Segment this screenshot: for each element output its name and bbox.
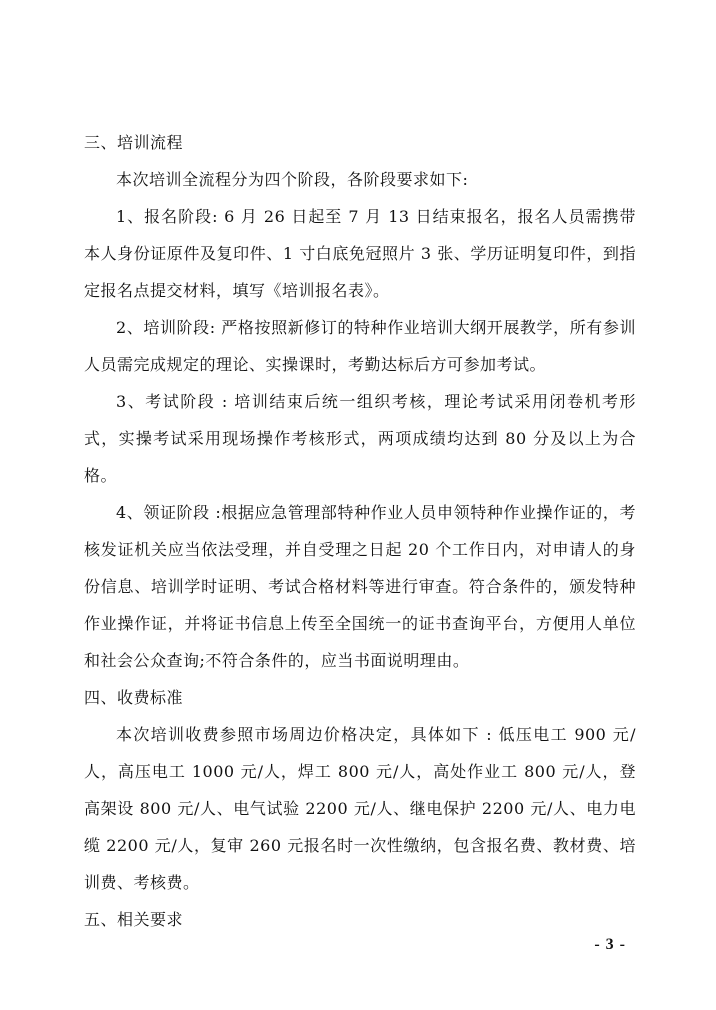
page-number: - 3 - [594, 936, 626, 953]
document-body [84, 124, 636, 938]
paragraph-intro: 本次培训全流程分为四个阶段，各阶段要求如下: [116, 170, 469, 189]
paragraph-certificate-stage: 4、领证阶段 :根据应急管理部特种作业人员申领特种作业操作证的，考核发证机关应当依法受理，并自受理之日起 20 个工作日内，对申请人的身份信息、培训学时证明、考试合格材料等进行审查。符合条件的，颁发特种作业操作证，并将证书信息上传至全国统一的证书查询平台，方便用人单位和社会公众查询;不符合条件的，应当书面说明理由。 [84, 503, 636, 670]
paragraph-registration-stage: 1、报名阶段: 6 月 26 日起至 7 月 13 日结束报名，报名人员需携带本人身份证原件及复印件、1 寸白底免冠照片 3 张、学历证明复印件，到指定报名点提交材料，填写《培训报名表》。 [84, 207, 636, 300]
section-heading-training-process: 三、培训流程 [84, 133, 184, 152]
paragraph-fee-details: 本次培训收费参照市场周边价格决定，具体如下 : 低压电工 900 元/人，高压电工 1000 元/人，焊工 800 元/人，高处作业工 800 元/人，登高架设 800 元/人、电气试验 2200 元/人、继电保护 2200 元/人、电力电缆 2200 元/人，复审 260 元报名时一次性缴纳，包含报名费、教材费、培训费、考核费。 [84, 725, 636, 892]
paragraph-exam-stage: 3、考试阶段 : 培训结束后统一组织考核，理论考试采用闭卷机考形式，实操考试采用现场操作考核形式，两项成绩均达到 80 分及以上为合格。 [84, 392, 636, 485]
section-heading-requirements: 五、相关要求 [84, 910, 184, 929]
paragraph-training-stage: 2、培训阶段: 严格按照新修订的特种作业培训大纲开展教学，所有参训人员需完成规定的理论、实操课时，考勤达标后方可参加考试。 [84, 318, 636, 374]
section-heading-fee-standard: 四、收费标准 [84, 688, 184, 707]
